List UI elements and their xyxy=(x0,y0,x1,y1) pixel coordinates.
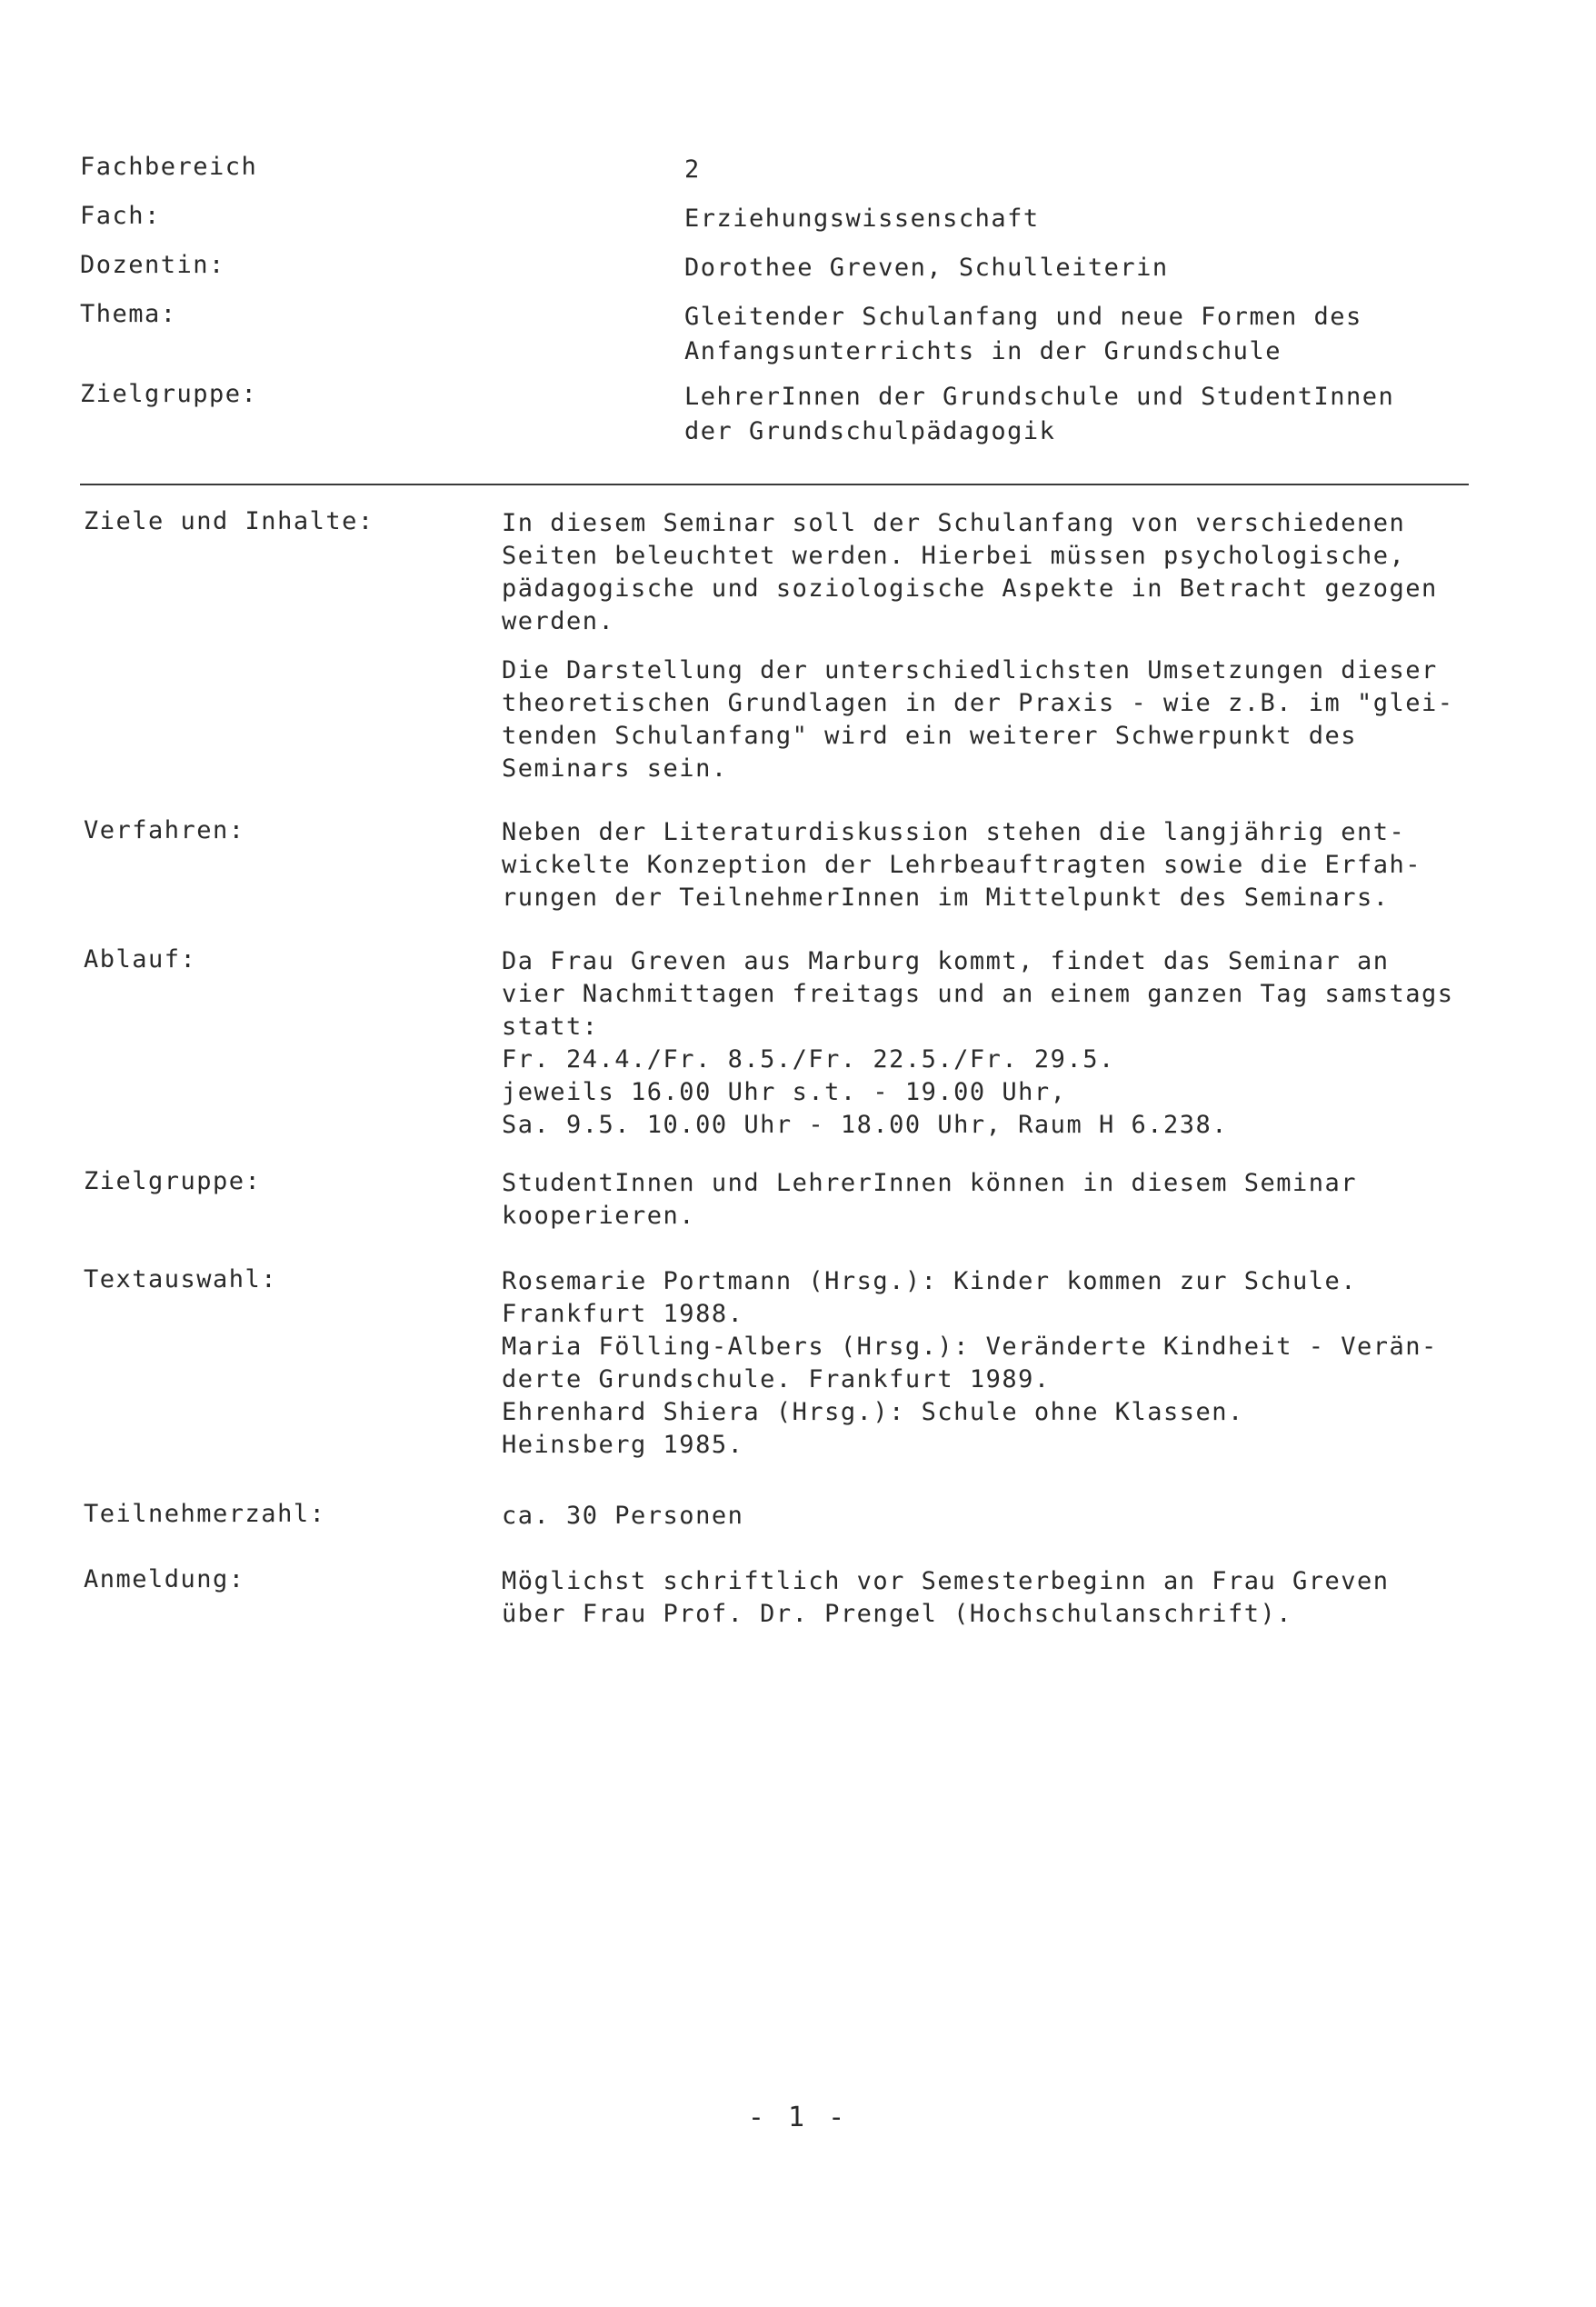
teilnehmerzahl-body xyxy=(502,1500,1538,1549)
thema-value: Gleitender Schulanfang und neue Formen des Anfangsunterrichts in der Grundschule xyxy=(684,303,1362,365)
ablauf-label: Ablauf: xyxy=(84,945,197,974)
textauswahl-paragraph: Rosemarie Portmann (Hrsg.): Kinder kommen zur Schule. Frankfurt 1988. Maria Fölling-Albers (Hrsg.): Veränderte Kindheit - Verän- derte Grundschule. Frankfurt 1989. Ehrenhard Shiera (Hrsg.): Schule ohne Klassen. Heinsberg 1985. xyxy=(502,1267,1438,1459)
zielgruppe-paragraph: StudentInnen und LehrerInnen können in diesem Seminar kooperieren. xyxy=(502,1169,1358,1230)
fachbereich-value: 2 xyxy=(684,155,701,184)
zielgruppe-label: Zielgruppe: xyxy=(84,1167,262,1195)
anmeldung-paragraph: Möglichst schriftlich vor Semesterbeginn an Frau Greven über Frau Prof. Dr. Prengel (Hochschulanschrift). xyxy=(502,1567,1390,1628)
anmeldung-label: Anmeldung: xyxy=(84,1565,245,1593)
ablauf-body xyxy=(502,945,1538,1158)
dozentin-label: Dozentin: xyxy=(80,251,225,279)
ziele-body xyxy=(502,507,1538,802)
textauswahl-body xyxy=(502,1265,1538,1478)
dozentin-value: Dorothee Greven, Schulleiterin xyxy=(684,254,1169,282)
ziele-paragraph-2: Die Darstellung der unterschiedlichsten Umsetzungen dieser theoretischen Grundlagen in der Praxis - wie z.B. im "glei- tenden Schulanfang" wird ein weiterer Schwerpunkt des Seminars sein. xyxy=(502,656,1454,783)
fach-value: Erziehungswissenschaft xyxy=(684,205,1040,233)
zielgruppe-header-label: Zielgruppe: xyxy=(80,380,258,408)
fachbereich-label: Fachbereich xyxy=(80,153,258,181)
zielgruppe-header-value: LehrerInnen der Grundschule und StudentInnen der Grundschulpädagogik xyxy=(684,383,1395,445)
ziele-paragraph-1: In diesem Seminar soll der Schulanfang von verschiedenen Seiten beleuchtet werden. Hierbei müssen psychologische, pädagogische und soziologische Aspekte in Betracht gezogen werden. xyxy=(502,509,1438,635)
teilnehmerzahl-label: Teilnehmerzahl: xyxy=(84,1500,326,1528)
zielgruppe-body xyxy=(502,1167,1538,1249)
ziele-label: Ziele und Inhalte: xyxy=(84,507,374,535)
textauswahl-label: Textauswahl: xyxy=(84,1265,278,1293)
verfahren-paragraph: Neben der Literaturdiskussion stehen die langjährig ent- wickelte Konzeption der Lehrbeauftragten sowie die Erfah- rungen der TeilnehmerInnen im Mittelpunkt des Seminars. xyxy=(502,818,1422,912)
thema-label: Thema: xyxy=(80,300,177,328)
verfahren-body xyxy=(502,816,1538,931)
verfahren-label: Verfahren: xyxy=(84,816,245,844)
ablauf-paragraph: Da Frau Greven aus Marburg kommt, findet das Seminar an vier Nachmittagen freitags und an einem ganzen Tag samstags statt: Fr. 24.4./Fr. 8.5./Fr. 22.5./Fr. 29.5. jeweils 16.00 Uhr s.t. - 19.00 Uhr, Sa. 9.5. 10.00 Uhr - 18.00 Uhr, Raum H 6.238. xyxy=(502,947,1454,1139)
anmeldung-body xyxy=(502,1565,1538,1647)
teilnehmerzahl-paragraph: ca. 30 Personen xyxy=(502,1502,744,1530)
fach-label: Fach: xyxy=(80,202,161,230)
page-number: - 1 - xyxy=(747,2102,849,2133)
header-divider xyxy=(80,484,1469,485)
